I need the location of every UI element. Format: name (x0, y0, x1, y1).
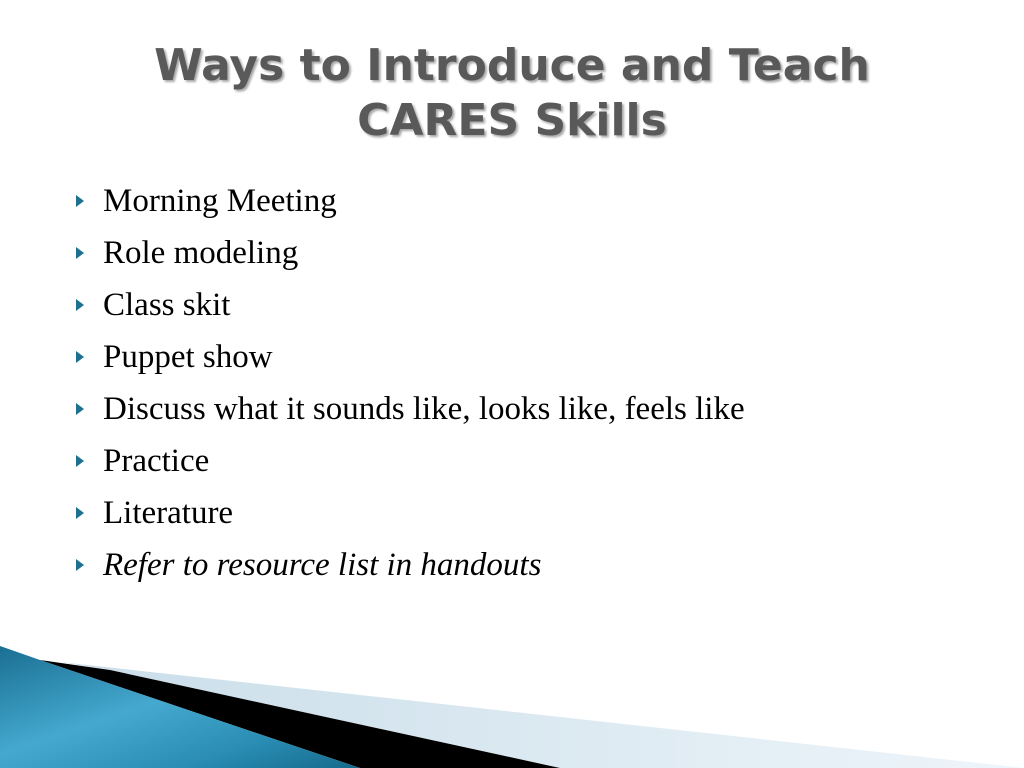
triangle-right-icon (74, 557, 103, 573)
bullet-item-literature (74, 487, 974, 539)
title-line-1: Ways to Introduce and Teach (154, 40, 870, 91)
bullet-item-practice (74, 435, 974, 487)
corner-swoosh-decoration (0, 640, 1024, 768)
triangle-right-icon (74, 401, 103, 417)
bullet-item-role-modeling (74, 227, 974, 279)
bullet-item-discuss (74, 383, 974, 435)
bullet-text: Literature (103, 494, 234, 531)
bullet-text: Puppet show (103, 338, 273, 375)
bullet-text: Morning Meeting (103, 182, 337, 219)
bullet-item-refer-resource-list (74, 539, 974, 591)
bullet-text: Discuss what it sounds like, looks like, feels like (103, 390, 745, 427)
bullet-item-puppet-show (74, 331, 974, 383)
triangle-right-icon (74, 453, 103, 469)
triangle-right-icon (74, 193, 103, 209)
slide-title (100, 38, 924, 148)
title-line-2: CARES Skills (357, 95, 667, 146)
triangle-right-icon (74, 349, 103, 365)
bullet-text: Role modeling (103, 234, 299, 271)
triangle-right-icon (74, 297, 103, 313)
bullet-item-class-skit (74, 279, 974, 331)
bullet-text: Practice (103, 442, 210, 479)
triangle-right-icon (74, 245, 103, 261)
bullet-text: Class skit (103, 286, 231, 323)
bullet-item-morning-meeting (74, 175, 974, 227)
bullet-list (74, 175, 974, 591)
bullet-text: Refer to resource list in handouts (103, 546, 542, 583)
triangle-right-icon (74, 505, 103, 521)
